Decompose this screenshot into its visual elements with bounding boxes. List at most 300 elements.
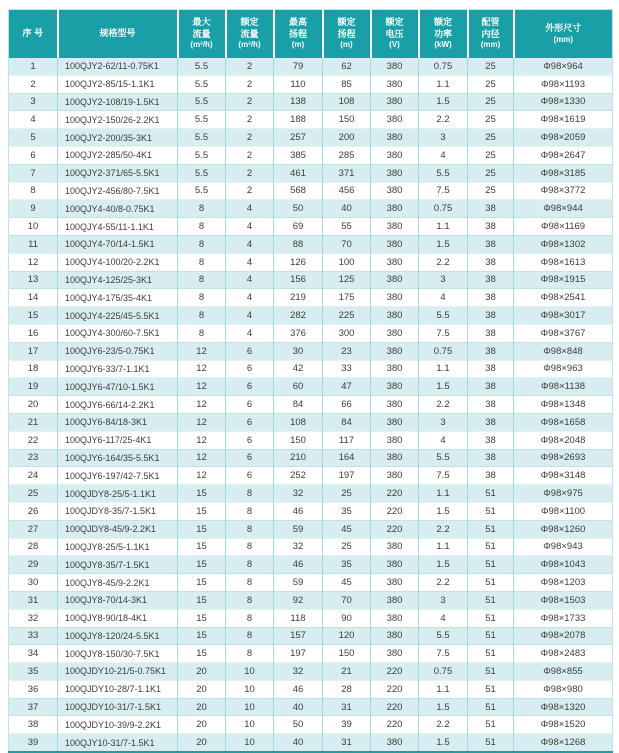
cell-model: 100QJY8-90/18-4K1 — [58, 609, 178, 627]
cell-model: 100QJY2-200/35-3K1 — [58, 129, 178, 147]
cell-rated-voltage: 380 — [371, 413, 419, 431]
cell-pipe-inner-diameter: 25 — [468, 111, 514, 129]
cell-rated-head: 371 — [323, 164, 371, 182]
cell-rated-flow: 4 — [226, 271, 274, 289]
cell-max-head: 118 — [274, 609, 323, 627]
cell-max-flow: 8 — [178, 324, 226, 342]
cell-pipe-inner-diameter: 38 — [468, 378, 514, 396]
cell-max-flow: 12 — [178, 449, 226, 467]
cell-max-flow: 12 — [178, 396, 226, 414]
cell-rated-head: 25 — [323, 538, 371, 556]
cell-serial: 5 — [9, 129, 58, 147]
cell-rated-voltage: 380 — [371, 645, 419, 663]
cell-model: 100QJY4-70/14-1.5K1 — [58, 235, 178, 253]
cell-rated-power: 1.5 — [419, 93, 468, 111]
cell-rated-voltage: 380 — [371, 182, 419, 200]
table-row — [9, 75, 613, 93]
cell-outer-dimensions: Φ98×1658 — [514, 413, 613, 431]
cell-rated-power: 0.75 — [419, 663, 468, 681]
cell-max-head: 150 — [274, 431, 323, 449]
cell-rated-voltage: 380 — [371, 591, 419, 609]
cell-rated-voltage: 380 — [371, 111, 419, 129]
cell-rated-power: 3 — [419, 129, 468, 147]
cell-outer-dimensions: Φ98×3185 — [514, 164, 613, 182]
col-header-unit: (m³/h) — [238, 40, 261, 50]
cell-rated-head: 47 — [323, 378, 371, 396]
cell-model: 100QJY6-33/7-1.1K1 — [58, 360, 178, 378]
table-row — [9, 93, 613, 111]
cell-pipe-inner-diameter: 51 — [468, 645, 514, 663]
cell-pipe-inner-diameter: 38 — [468, 396, 514, 414]
cell-max-head: 157 — [274, 627, 323, 645]
cell-serial: 2 — [9, 75, 58, 93]
cell-pipe-inner-diameter: 51 — [468, 591, 514, 609]
cell-rated-flow: 4 — [226, 235, 274, 253]
cell-model: 100QJY4-225/45-5.5K1 — [58, 307, 178, 325]
col-header-label: 额定 — [385, 17, 404, 28]
cell-model: 100QJY2-285/50-4K1 — [58, 146, 178, 164]
cell-max-flow: 8 — [178, 307, 226, 325]
cell-rated-head: 35 — [323, 556, 371, 574]
cell-pipe-inner-diameter: 38 — [468, 253, 514, 271]
cell-outer-dimensions: Φ98×1915 — [514, 271, 613, 289]
cell-outer-dimensions: Φ98×1268 — [514, 734, 613, 752]
cell-serial: 32 — [9, 609, 58, 627]
cell-rated-head: 456 — [323, 182, 371, 200]
cell-max-head: 108 — [274, 413, 323, 431]
cell-serial: 15 — [9, 307, 58, 325]
cell-serial: 25 — [9, 485, 58, 503]
cell-outer-dimensions: Φ98×964 — [514, 58, 613, 75]
cell-max-head: 257 — [274, 129, 323, 147]
cell-outer-dimensions: Φ98×855 — [514, 663, 613, 681]
cell-rated-flow: 8 — [226, 556, 274, 574]
cell-rated-power: 3 — [419, 271, 468, 289]
header-row — [9, 10, 613, 59]
cell-rated-power: 3 — [419, 591, 468, 609]
col-header-max-flow — [178, 10, 226, 59]
cell-rated-power: 1.1 — [419, 538, 468, 556]
cell-rated-power: 1.5 — [419, 698, 468, 716]
cell-rated-flow: 8 — [226, 645, 274, 663]
cell-rated-power: 2.2 — [419, 574, 468, 592]
cell-rated-flow: 2 — [226, 182, 274, 200]
cell-pipe-inner-diameter: 38 — [468, 218, 514, 236]
cell-rated-flow: 6 — [226, 396, 274, 414]
cell-rated-power: 5.5 — [419, 627, 468, 645]
col-header-unit: (m) — [340, 40, 353, 50]
cell-outer-dimensions: Φ98×2541 — [514, 289, 613, 307]
cell-pipe-inner-diameter: 25 — [468, 58, 514, 75]
cell-rated-power: 7.5 — [419, 182, 468, 200]
cell-rated-flow: 10 — [226, 698, 274, 716]
cell-serial: 18 — [9, 360, 58, 378]
cell-rated-power: 5.5 — [419, 449, 468, 467]
cell-rated-power: 1.5 — [419, 502, 468, 520]
cell-rated-power: 4 — [419, 289, 468, 307]
cell-rated-voltage: 380 — [371, 93, 419, 111]
cell-max-head: 156 — [274, 271, 323, 289]
cell-serial: 6 — [9, 146, 58, 164]
cell-serial: 34 — [9, 645, 58, 663]
cell-rated-voltage: 380 — [371, 164, 419, 182]
cell-serial: 33 — [9, 627, 58, 645]
cell-serial: 3 — [9, 93, 58, 111]
cell-rated-flow: 2 — [226, 58, 274, 75]
table-row — [9, 449, 613, 467]
cell-rated-voltage: 380 — [371, 218, 419, 236]
table-row — [9, 627, 613, 645]
cell-rated-power: 5.5 — [419, 307, 468, 325]
cell-model: 100QJY8-35/7-1.5K1 — [58, 556, 178, 574]
col-header-label: 流量 — [240, 28, 259, 39]
cell-rated-voltage: 380 — [371, 449, 419, 467]
cell-rated-head: 125 — [323, 271, 371, 289]
col-header-rated-head — [323, 10, 371, 59]
cell-pipe-inner-diameter: 51 — [468, 502, 514, 520]
cell-rated-flow: 6 — [226, 342, 274, 360]
table-row — [9, 591, 613, 609]
cell-pipe-inner-diameter: 25 — [468, 164, 514, 182]
col-header-label: 最大 — [192, 17, 211, 28]
cell-serial: 23 — [9, 449, 58, 467]
cell-pipe-inner-diameter: 51 — [468, 716, 514, 734]
cell-model: 100QJDY8-35/7-1.5K1 — [58, 502, 178, 520]
cell-rated-power: 1.5 — [419, 378, 468, 396]
cell-pipe-inner-diameter: 51 — [468, 538, 514, 556]
table-row — [9, 253, 613, 271]
cell-max-flow: 15 — [178, 574, 226, 592]
cell-serial: 31 — [9, 591, 58, 609]
table-row — [9, 164, 613, 182]
cell-rated-voltage: 380 — [371, 307, 419, 325]
col-header-rated-flow — [226, 10, 274, 59]
cell-rated-head: 300 — [323, 324, 371, 342]
cell-rated-flow: 2 — [226, 164, 274, 182]
cell-serial: 22 — [9, 431, 58, 449]
cell-outer-dimensions: Φ98×1613 — [514, 253, 613, 271]
cell-serial: 29 — [9, 556, 58, 574]
cell-model: 100QJY2-150/26-2.2K1 — [58, 111, 178, 129]
table-row — [9, 467, 613, 485]
cell-rated-flow: 8 — [226, 502, 274, 520]
col-header-label: 序 号 — [22, 28, 43, 39]
cell-max-flow: 15 — [178, 591, 226, 609]
cell-max-flow: 8 — [178, 289, 226, 307]
cell-serial: 13 — [9, 271, 58, 289]
col-header-rated-voltage — [371, 10, 419, 59]
cell-outer-dimensions: Φ98×1100 — [514, 502, 613, 520]
cell-pipe-inner-diameter: 25 — [468, 93, 514, 111]
cell-outer-dimensions: Φ98×1138 — [514, 378, 613, 396]
cell-serial: 35 — [9, 663, 58, 681]
cell-model: 100QJY2-85/15-1.1K1 — [58, 75, 178, 93]
cell-rated-flow: 4 — [226, 253, 274, 271]
cell-outer-dimensions: Φ98×848 — [514, 342, 613, 360]
cell-rated-head: 164 — [323, 449, 371, 467]
cell-rated-head: 175 — [323, 289, 371, 307]
cell-rated-power: 2.2 — [419, 396, 468, 414]
cell-serial: 20 — [9, 396, 58, 414]
cell-rated-head: 55 — [323, 218, 371, 236]
cell-model: 100QJY4-100/20-2.2K1 — [58, 253, 178, 271]
cell-outer-dimensions: Φ98×1733 — [514, 609, 613, 627]
table-row — [9, 734, 613, 752]
cell-max-flow: 20 — [178, 680, 226, 698]
cell-rated-flow: 6 — [226, 431, 274, 449]
cell-rated-voltage: 380 — [371, 58, 419, 75]
col-header-label: 外形尺寸 — [545, 22, 582, 33]
cell-outer-dimensions: Φ98×1193 — [514, 75, 613, 93]
cell-serial: 27 — [9, 520, 58, 538]
cell-max-flow: 8 — [178, 271, 226, 289]
cell-rated-voltage: 380 — [371, 734, 419, 752]
cell-max-flow: 15 — [178, 485, 226, 503]
cell-max-head: 40 — [274, 734, 323, 752]
cell-rated-power: 1.5 — [419, 734, 468, 752]
cell-max-head: 252 — [274, 467, 323, 485]
col-header-model — [58, 10, 178, 59]
cell-model: 100QJDY10-31/7-1.5K1 — [58, 698, 178, 716]
table-row — [9, 716, 613, 734]
col-header-label: 额定 — [433, 17, 452, 28]
table-row — [9, 378, 613, 396]
cell-max-flow: 20 — [178, 716, 226, 734]
cell-rated-head: 66 — [323, 396, 371, 414]
cell-pipe-inner-diameter: 51 — [468, 609, 514, 627]
cell-rated-power: 2.2 — [419, 716, 468, 734]
cell-pipe-inner-diameter: 51 — [468, 520, 514, 538]
cell-rated-flow: 2 — [226, 75, 274, 93]
cell-serial: 11 — [9, 235, 58, 253]
cell-max-head: 92 — [274, 591, 323, 609]
cell-max-head: 138 — [274, 93, 323, 111]
cell-serial: 1 — [9, 58, 58, 75]
cell-rated-power: 1.1 — [419, 485, 468, 503]
cell-serial: 4 — [9, 111, 58, 129]
cell-max-flow: 12 — [178, 467, 226, 485]
col-header-label: 流量 — [192, 28, 211, 39]
cell-outer-dimensions: Φ98×963 — [514, 360, 613, 378]
table-row — [9, 235, 613, 253]
cell-rated-head: 117 — [323, 431, 371, 449]
cell-model: 100QJY2-456/80-7.5K1 — [58, 182, 178, 200]
cell-max-head: 88 — [274, 235, 323, 253]
table-row — [9, 324, 613, 342]
cell-max-flow: 8 — [178, 253, 226, 271]
cell-max-head: 84 — [274, 396, 323, 414]
cell-model: 100QJDY10-21/5-0.75K1 — [58, 663, 178, 681]
cell-outer-dimensions: Φ98×1503 — [514, 591, 613, 609]
col-header-outer-dimensions — [514, 10, 613, 59]
cell-outer-dimensions: Φ98×1619 — [514, 111, 613, 129]
cell-serial: 21 — [9, 413, 58, 431]
cell-max-flow: 8 — [178, 218, 226, 236]
cell-rated-flow: 10 — [226, 663, 274, 681]
cell-max-flow: 5.5 — [178, 75, 226, 93]
cell-pipe-inner-diameter: 38 — [468, 307, 514, 325]
cell-rated-head: 108 — [323, 93, 371, 111]
cell-rated-flow: 2 — [226, 111, 274, 129]
cell-rated-power: 4 — [419, 146, 468, 164]
cell-serial: 39 — [9, 734, 58, 752]
cell-pipe-inner-diameter: 38 — [468, 413, 514, 431]
cell-max-flow: 15 — [178, 502, 226, 520]
cell-rated-flow: 2 — [226, 146, 274, 164]
cell-rated-power: 7.5 — [419, 324, 468, 342]
cell-outer-dimensions: Φ98×1520 — [514, 716, 613, 734]
cell-rated-flow: 8 — [226, 591, 274, 609]
cell-max-head: 50 — [274, 200, 323, 218]
cell-rated-head: 45 — [323, 520, 371, 538]
cell-rated-voltage: 380 — [371, 75, 419, 93]
cell-max-flow: 8 — [178, 200, 226, 218]
table-row — [9, 502, 613, 520]
cell-rated-head: 33 — [323, 360, 371, 378]
cell-max-head: 282 — [274, 307, 323, 325]
cell-pipe-inner-diameter: 38 — [468, 235, 514, 253]
cell-pipe-inner-diameter: 25 — [468, 75, 514, 93]
cell-serial: 17 — [9, 342, 58, 360]
cell-max-head: 568 — [274, 182, 323, 200]
cell-outer-dimensions: Φ98×1302 — [514, 235, 613, 253]
cell-rated-power: 7.5 — [419, 645, 468, 663]
cell-model: 100QJY2-371/65-5.5K1 — [58, 164, 178, 182]
cell-max-flow: 5.5 — [178, 182, 226, 200]
cell-rated-power: 0.75 — [419, 342, 468, 360]
table-row — [9, 485, 613, 503]
cell-model: 100QJY6-117/25-4K1 — [58, 431, 178, 449]
cell-rated-power: 0.75 — [419, 200, 468, 218]
cell-model: 100QJDY8-45/9-2.2K1 — [58, 520, 178, 538]
cell-max-head: 385 — [274, 146, 323, 164]
cell-max-flow: 15 — [178, 645, 226, 663]
col-header-label: 规格型号 — [99, 28, 136, 39]
cell-rated-head: 100 — [323, 253, 371, 271]
cell-max-flow: 5.5 — [178, 111, 226, 129]
cell-serial: 10 — [9, 218, 58, 236]
table-row — [9, 218, 613, 236]
cell-max-head: 30 — [274, 342, 323, 360]
col-header-unit: (mm) — [480, 40, 501, 50]
cell-max-head: 219 — [274, 289, 323, 307]
cell-rated-voltage: 380 — [371, 200, 419, 218]
cell-rated-power: 4 — [419, 609, 468, 627]
cell-rated-head: 90 — [323, 609, 371, 627]
cell-pipe-inner-diameter: 38 — [468, 467, 514, 485]
cell-max-flow: 20 — [178, 663, 226, 681]
cell-rated-flow: 4 — [226, 200, 274, 218]
table-row — [9, 200, 613, 218]
cell-serial: 19 — [9, 378, 58, 396]
cell-outer-dimensions: Φ98×975 — [514, 485, 613, 503]
cell-max-head: 46 — [274, 556, 323, 574]
cell-rated-flow: 6 — [226, 467, 274, 485]
table-row — [9, 698, 613, 716]
cell-outer-dimensions: Φ98×3017 — [514, 307, 613, 325]
cell-model: 100QJY4-175/35-4K1 — [58, 289, 178, 307]
cell-rated-flow: 6 — [226, 413, 274, 431]
cell-rated-flow: 4 — [226, 289, 274, 307]
table-row — [9, 680, 613, 698]
cell-rated-head: 150 — [323, 645, 371, 663]
col-header-serial — [9, 10, 58, 59]
cell-rated-head: 70 — [323, 591, 371, 609]
cell-model: 100QJDY10-39/9-2.2K1 — [58, 716, 178, 734]
cell-rated-power: 4 — [419, 431, 468, 449]
cell-pipe-inner-diameter: 51 — [468, 485, 514, 503]
cell-rated-flow: 4 — [226, 307, 274, 325]
cell-rated-head: 40 — [323, 200, 371, 218]
cell-rated-voltage: 380 — [371, 235, 419, 253]
cell-max-head: 46 — [274, 502, 323, 520]
cell-max-flow: 12 — [178, 413, 226, 431]
cell-max-flow: 15 — [178, 627, 226, 645]
cell-rated-flow: 8 — [226, 609, 274, 627]
cell-rated-power: 0.75 — [419, 58, 468, 75]
cell-max-flow: 15 — [178, 538, 226, 556]
cell-serial: 36 — [9, 680, 58, 698]
cell-max-head: 461 — [274, 164, 323, 182]
cell-outer-dimensions: Φ98×2647 — [514, 146, 613, 164]
cell-serial: 38 — [9, 716, 58, 734]
cell-pipe-inner-diameter: 25 — [468, 129, 514, 147]
cell-rated-flow: 8 — [226, 520, 274, 538]
cell-rated-flow: 8 — [226, 485, 274, 503]
cell-serial: 24 — [9, 467, 58, 485]
cell-model: 100QJY8-120/24-5.5K1 — [58, 627, 178, 645]
cell-rated-voltage: 380 — [371, 342, 419, 360]
cell-outer-dimensions: Φ98×3772 — [514, 182, 613, 200]
cell-pipe-inner-diameter: 38 — [468, 431, 514, 449]
table-row — [9, 146, 613, 164]
col-header-label: 电压 — [385, 28, 404, 39]
col-header-label: 额定 — [240, 17, 259, 28]
cell-model: 100QJY4-300/60-7.5K1 — [58, 324, 178, 342]
cell-max-flow: 12 — [178, 342, 226, 360]
cell-rated-flow: 6 — [226, 449, 274, 467]
cell-max-flow: 8 — [178, 235, 226, 253]
table-row — [9, 609, 613, 627]
cell-outer-dimensions: Φ98×1203 — [514, 574, 613, 592]
cell-rated-flow: 2 — [226, 129, 274, 147]
cell-rated-voltage: 380 — [371, 129, 419, 147]
cell-rated-power: 5.5 — [419, 164, 468, 182]
cell-max-flow: 20 — [178, 698, 226, 716]
cell-rated-voltage: 220 — [371, 485, 419, 503]
cell-rated-voltage: 380 — [371, 396, 419, 414]
cell-outer-dimensions: Φ98×1320 — [514, 698, 613, 716]
cell-max-head: 50 — [274, 716, 323, 734]
cell-rated-power: 7.5 — [419, 467, 468, 485]
cell-pipe-inner-diameter: 38 — [468, 200, 514, 218]
cell-rated-flow: 8 — [226, 627, 274, 645]
cell-outer-dimensions: Φ98×980 — [514, 680, 613, 698]
cell-pipe-inner-diameter: 51 — [468, 663, 514, 681]
cell-model: 100QJDY10-28/7-1.1K1 — [58, 680, 178, 698]
table-row — [9, 663, 613, 681]
cell-model: 100QJY6-47/10-1.5K1 — [58, 378, 178, 396]
col-header-label: 配管 — [481, 17, 500, 28]
cell-outer-dimensions: Φ98×2059 — [514, 129, 613, 147]
cell-max-head: 40 — [274, 698, 323, 716]
cell-pipe-inner-diameter: 51 — [468, 734, 514, 752]
table-body — [9, 58, 613, 752]
cell-rated-voltage: 380 — [371, 146, 419, 164]
cell-rated-head: 35 — [323, 502, 371, 520]
col-header-unit: (V) — [389, 40, 400, 50]
col-header-rated-power — [419, 10, 468, 59]
